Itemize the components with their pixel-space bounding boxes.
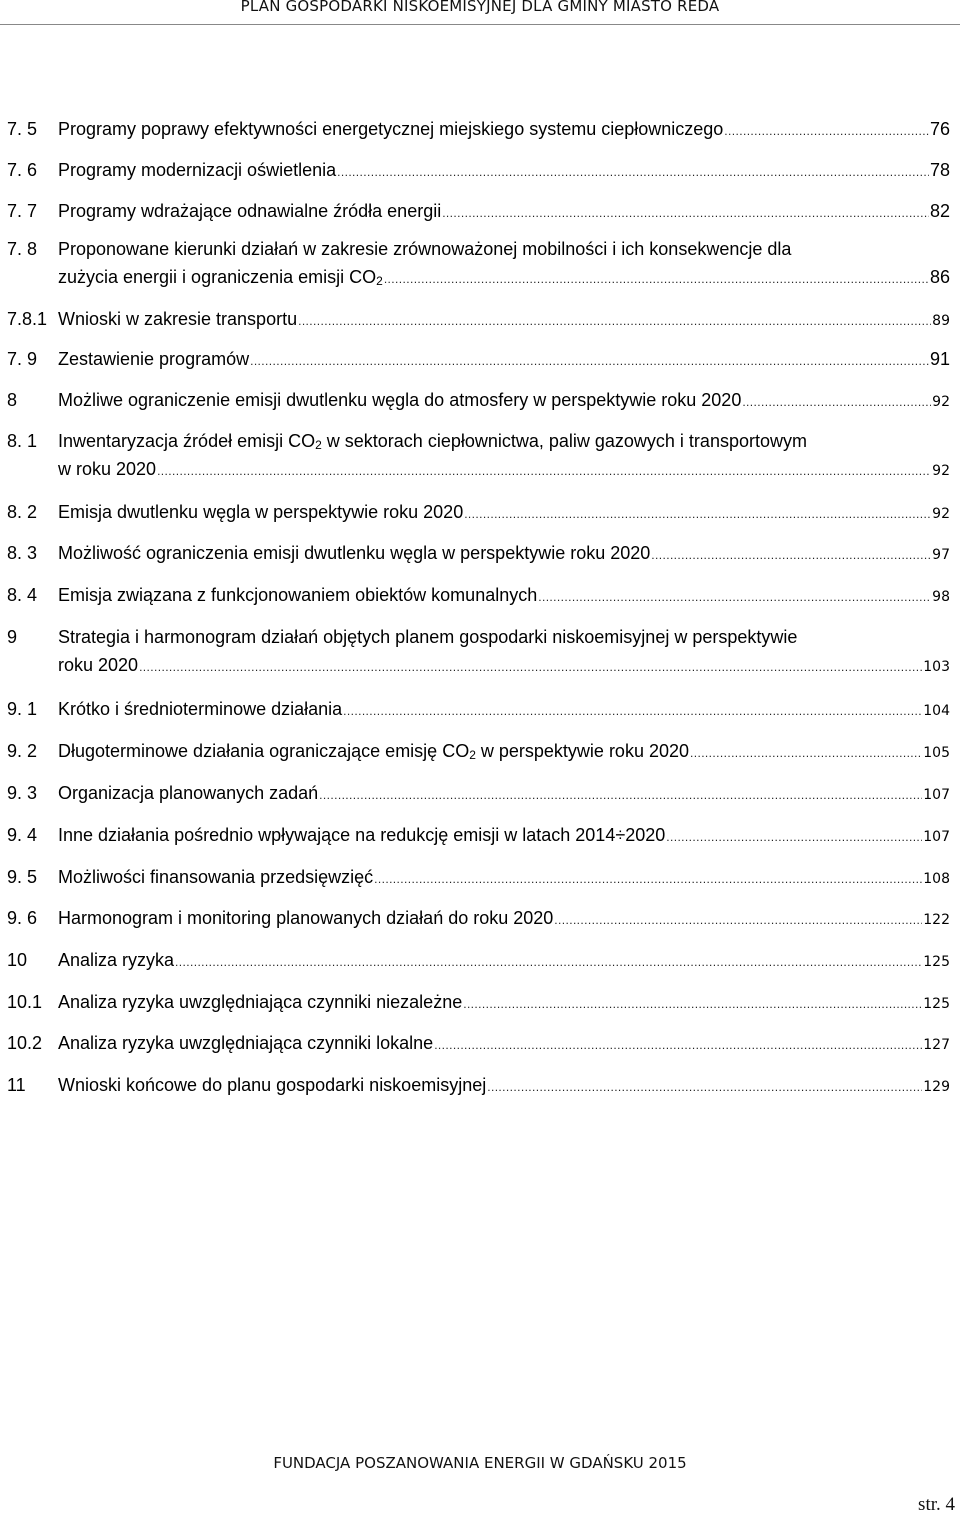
toc-page: 107 <box>923 787 950 803</box>
toc-leader <box>343 698 922 724</box>
toc-page: 78 <box>929 160 950 180</box>
toc-title-line1: Strategia i harmonogram działań objętych planem gospodarki niskoemisyjnej w perspektywie <box>58 627 798 647</box>
toc-title: Organizacja planowanych zadań <box>58 783 319 803</box>
toc-title: Programy poprawy efektywności energetycznej miejskiego systemu ciepłowniczego <box>58 119 724 139</box>
toc-number: 9. 3 <box>7 783 38 803</box>
toc-number: 8. 4 <box>7 585 38 605</box>
toc-title: w roku 2020 <box>58 459 157 479</box>
toc-title: Analiza ryzyka uwzględniająca czynniki niezależne <box>58 992 463 1012</box>
toc-title: roku 2020 <box>58 655 139 675</box>
toc-leader <box>157 458 931 484</box>
toc-number: 7.8.1 <box>7 309 48 329</box>
toc-leader <box>319 782 922 808</box>
toc-number: 8. 1 <box>7 431 38 451</box>
toc-page: 92 <box>932 506 950 522</box>
toc-leader <box>464 501 931 527</box>
toc-title: Emisja dwutlenku węgla w perspektywie roku 2020 <box>58 502 464 522</box>
toc-number: 9. 1 <box>7 699 38 719</box>
toc-title: Zestawienie programów <box>58 349 250 369</box>
toc-title: Programy modernizacji oświetlenia <box>58 160 337 180</box>
toc-leader <box>651 542 931 568</box>
toc-title: Długoterminowe działania ograniczające emisję $CO_2$ w perspektywie roku 2020 <box>58 741 689 762</box>
toc-leader <box>666 824 922 850</box>
toc-page: 125 <box>923 996 950 1012</box>
toc-leader <box>175 949 922 975</box>
toc-title: Wnioski końcowe do planu gospodarki niskoemisyjnej <box>58 1075 487 1095</box>
toc-leader <box>724 118 929 144</box>
toc-page: 86 <box>929 267 950 287</box>
toc-page: 92 <box>932 463 950 479</box>
toc-number: 9. 4 <box>7 825 38 845</box>
page-number: str. 4 <box>918 1494 955 1515</box>
toc-title: Wnioski w zakresie transportu <box>58 309 298 329</box>
toc-title: Inne działania pośrednio wpływające na redukcję emisji w latach 2014÷2020 <box>58 825 666 845</box>
toc-page: 125 <box>923 954 950 970</box>
toc-title: Harmonogram i monitoring planowanych działań do roku 2020 <box>58 908 554 928</box>
toc-page: 107 <box>923 829 950 845</box>
toc-leader <box>742 389 931 415</box>
toc-leader <box>463 991 922 1017</box>
toc-title: Możliwe ograniczenie emisji dwutlenku węgla do atmosfery w perspektywie roku 2020 <box>58 390 742 410</box>
toc-number: 10.1 <box>7 992 43 1012</box>
toc-page: 127 <box>923 1037 950 1053</box>
toc-page: 89 <box>932 313 950 329</box>
toc-number: 7. 6 <box>7 160 38 180</box>
toc-number: 8. 2 <box>7 502 38 522</box>
toc-page: 108 <box>923 871 950 887</box>
toc-title: Krótko i średnioterminowe działania <box>58 699 343 719</box>
toc-title: Możliwość ograniczenia emisji dwutlenku węgla w perspektywie roku 2020 <box>58 543 651 563</box>
toc-leader <box>250 348 929 374</box>
toc-page: 76 <box>929 119 950 139</box>
toc-number: 9. 6 <box>7 908 38 928</box>
running-footer: FUNDACJA POSZANOWANIA ENERGII W GDAŃSKU 2015 <box>273 1454 687 1472</box>
toc-number: 9 <box>7 627 18 647</box>
toc-leader <box>298 308 931 334</box>
toc-leader <box>337 159 929 185</box>
toc-leader <box>554 907 922 933</box>
toc-title: Analiza ryzyka uwzględniająca czynniki lokalne <box>58 1033 434 1053</box>
toc-number: 9. 2 <box>7 741 38 761</box>
toc-page: 122 <box>923 912 950 928</box>
toc-number: 7. 9 <box>7 349 38 369</box>
toc-leader <box>487 1074 922 1100</box>
toc-page: 129 <box>923 1079 950 1095</box>
toc-page: 98 <box>932 589 950 605</box>
header-rule <box>0 24 960 25</box>
toc-page: 91 <box>929 349 950 369</box>
running-header: PLAN GOSPODARKI NISKOEMISYJNEJ DLA GMINY MIASTO REDA <box>240 0 720 15</box>
toc-number: 9. 5 <box>7 867 38 887</box>
toc-page: 82 <box>929 201 950 221</box>
toc-page: 104 <box>923 703 950 719</box>
toc-leader <box>538 584 931 610</box>
toc-number: 8. 3 <box>7 543 38 563</box>
toc-leader <box>690 740 922 766</box>
toc-page: 105 <box>923 745 950 761</box>
toc-page: 92 <box>932 394 950 410</box>
toc-number: 10 <box>7 950 28 970</box>
toc-number: 10.2 <box>7 1033 43 1053</box>
toc-leader <box>434 1032 922 1058</box>
toc-leader <box>442 200 929 226</box>
toc-leader <box>374 866 922 892</box>
toc-title: Programy wdrażające odnawialne źródła energii <box>58 201 442 221</box>
toc-title: zużycia energii i ograniczenia emisji $CO_2$ <box>58 267 383 288</box>
toc-title-line1: Inwentaryzacja źródeł emisji $CO_2$ w sektorach ciepłownictwa, paliw gazowych i transportowym <box>58 431 807 452</box>
toc-title: Możliwości finansowania przedsięwzięć <box>58 867 374 887</box>
toc-leader <box>139 654 922 680</box>
toc-number: 11 <box>7 1075 26 1095</box>
toc-title: Emisja związana z funkcjonowaniem obiektów komunalnych <box>58 585 538 605</box>
toc-number: 8 <box>7 390 18 410</box>
toc-title: Analiza ryzyka <box>58 950 175 970</box>
toc-page: 103 <box>923 659 950 675</box>
toc-title-line1: Proponowane kierunki działań w zakresie zrównoważonej mobilności i ich konsekwencje dla <box>58 239 792 259</box>
toc-number: 7. 8 <box>7 239 38 259</box>
toc-number: 7. 7 <box>7 201 38 221</box>
toc-number: 7. 5 <box>7 119 38 139</box>
toc-page: 97 <box>932 547 950 563</box>
toc-leader <box>384 266 929 292</box>
